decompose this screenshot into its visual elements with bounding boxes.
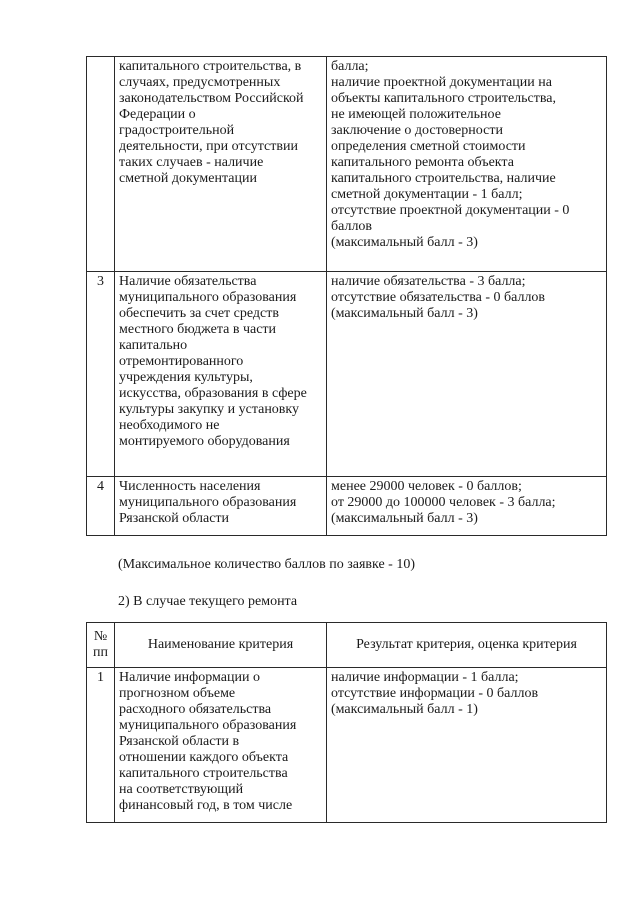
header-number: № пп bbox=[87, 623, 115, 668]
header-result: Результат критерия, оценка критерия bbox=[327, 623, 607, 668]
row-number-cell: 4 bbox=[87, 477, 115, 536]
criterion-cell: Наличие обязательства муниципального образования обеспечить за счет средств местного бюджета в части капитально отремонтированного учреждения культуры, искусства, образования в сфере культуры закупку и установку необходимого не монтируемого оборудования bbox=[115, 272, 327, 477]
criteria-table-capital bbox=[86, 56, 607, 536]
result-cell: менее 29000 человек - 0 баллов; от 29000 до 100000 человек - 3 балла; (максимальный балл - 3) bbox=[327, 477, 607, 536]
section-subheading: 2) В случае текущего ремонта bbox=[118, 594, 298, 609]
table-row bbox=[87, 477, 607, 536]
row-number-cell bbox=[87, 57, 115, 272]
criteria-table-current-repair bbox=[86, 622, 607, 823]
table-row bbox=[87, 272, 607, 477]
table-row bbox=[87, 57, 607, 272]
criterion-cell: капитального строительства, в случаях, предусмотренных законодательством Российской Федерации о градостроительной деятельности, при отсутствии таких случаев - наличие сметной документации bbox=[115, 57, 327, 272]
header-criterion: Наименование критерия bbox=[115, 623, 327, 668]
result-cell: наличие обязательства - 3 балла; отсутствие обязательства - 0 баллов (максимальный балл - 3) bbox=[327, 272, 607, 477]
result-cell: балла; наличие проектной документации на объекты капитального строительства, не имеющей положительное заключение о достоверности определения сметной стоимости капитального ремонта объекта капитального строительства, наличие сметной документации - 1 балл; отсутствие проектной документации - 0 баллов (максимальный балл - 3) bbox=[327, 57, 607, 272]
row-number-cell: 3 bbox=[87, 272, 115, 477]
row-number-cell: 1 bbox=[87, 668, 115, 823]
result-cell: наличие информации - 1 балла; отсутствие информации - 0 баллов (максимальный балл - 1) bbox=[327, 668, 607, 823]
max-score-note: (Максимальное количество баллов по заявке - 10) bbox=[118, 557, 415, 572]
criterion-cell: Численность населения муниципального образования Рязанской области bbox=[115, 477, 327, 536]
table-header-row bbox=[87, 623, 607, 668]
table-row bbox=[87, 668, 607, 823]
criterion-cell: Наличие информации о прогнозном объеме расходного обязательства муниципального образования Рязанской области в отношении каждого объекта капитального строительства на соответствующий финансовый год, в том числе bbox=[115, 668, 327, 823]
